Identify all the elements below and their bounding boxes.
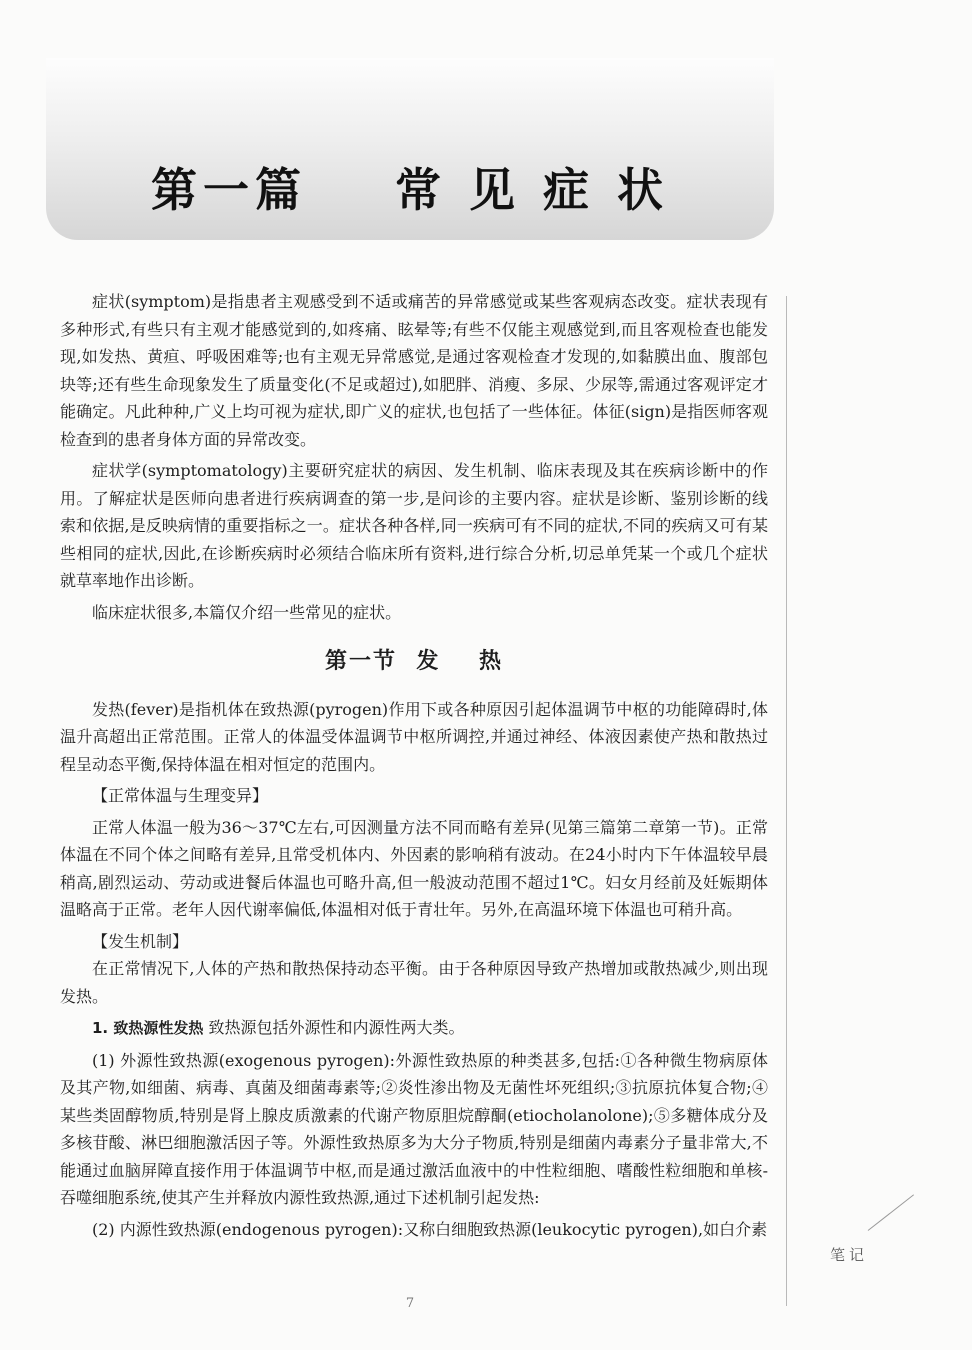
margin-divider [786, 296, 787, 1306]
intro-paragraph-3: 临床症状很多,本篇仅介绍一些常见的症状。 [92, 602, 402, 622]
subheading-normal-temperature: 【正常体温与生理变异】 [92, 786, 269, 805]
pyrogenic-fever-item [60, 1014, 768, 1043]
intro-paragraph-1: 症状(symptom)是指患者主观感受到不适或痛苦的异常感觉或某些客观病态改变。症状表现有多种形式,有些只有主观才能感觉到的,如疼痛、眩晕等;有些不仅能主观感觉到,而且客观检查也能发现,如发热、黄疸、呼吸困难等;也有主观无异常感觉,是通过客观检查才发现的,如黏膜出血、腹部包块等;还有些生命现象发生了质量变化(不足或超过),如肥胖、消瘦、多尿、少尿等,需通过客观评定才能确定。凡此种种,广义上均可视为症状,即广义的症状,也包括了一些体征。体征(sign)是指医师客观检查到的患者身体方面的异常改变。 [60, 292, 768, 449]
pyrogenic-fever-lead: 1. 致热源性发热 [92, 1019, 204, 1037]
fever-definition-paragraph: 发热(fever)是指机体在致热源(pyrogen)作用下或各种原因引起体温调节中枢的功能障碍时,体温升高超出正常范围。正常人的体温受体温调节中枢所调控,并通过神经、体液因素使产热和散热过程呈动态平衡,保持体温在相对恒定的范围内。 [60, 699, 768, 774]
pyrogenic-fever-text: 致热源包括外源性和内源性两大类。 [203, 1018, 465, 1037]
normal-temperature-paragraph: 正常人体温一般为36～37℃左右,可因测量方法不同而略有差异(见第三篇第二章第一节)。正常体温在不同个体之间略有差异,且常受机体内、外因素的影响稍有波动。在24小时内下午体温较早晨稍高,剧烈运动、劳动或进餐后体温也可略升高,但一般波动范围不超过1℃。妇女月经前及妊娠期体温略高于正常。老年人因代谢率偏低,体温相对低于青壮年。另外,在高温环境下体温也可稍升高。 [60, 817, 768, 919]
endogenous-pyrogen-paragraph: (2) 内源性致热源(endogenous pyrogen):又称白细胞致热源(leukocytic pyrogen),如白介素 [92, 1219, 768, 1239]
exogenous-pyrogen-paragraph: (1) 外源性致热源(exogenous pyrogen):外源性致热原的种类甚多,包括:①各种微生物病原体及其产物,如细菌、病毒、真菌及细菌毒素等;②炎性渗出物及无菌性坏死组织;③抗原抗体复合物;④某些类固醇物质,特别是肾上腺皮质激素的代谢产物原胆烷醇酮(etiocholanolone);⑤多糖体成分及多核苷酸、淋巴细胞激活因子等。外源性致热原多为大分子物质,特别是细菌内毒素分子量非常大,不能通过血脑屏障直接作用于体温调节中枢,而是通过激活血液中的中性粒细胞、嗜酸性粒细胞和单核-吞噬细胞系统,使其产生并释放内源性致热源,通过下述机制引起发热: [60, 1050, 768, 1207]
intro-paragraph-2: 症状学(symptomatology)主要研究症状的病因、发生机制、临床表现及其在疾病诊断中的作用。了解症状是医师向患者进行疾病调查的第一步,是问诊的主要内容。症状是诊断、鉴别诊断的线索和依据,是反映病情的重要指标之一。症状各种各样,同一疾病可有不同的症状,不同的疾病又可有某些相同的症状,因此,在诊断疾病时必须结合临床所有资料,进行综合分析,切忌单凭某一个或几个症状就草率地作出诊断。 [60, 461, 768, 590]
section-title: 第一节 发 热 [325, 648, 503, 674]
part-title: 第一篇 常 见 症 状 [150, 163, 670, 217]
notes-pen-stroke [868, 1194, 914, 1230]
notes-label: 笔记 [830, 1246, 869, 1264]
mechanism-paragraph: 在正常情况下,人体的产热和散热保持动态平衡。由于各种原因导致产热增加或散热减少,则出现发热。 [60, 959, 768, 1006]
page-number: 7 [405, 1296, 415, 1311]
subheading-mechanism: 【发生机制】 [92, 931, 189, 951]
part-title-banner [46, 58, 774, 240]
page-body [60, 288, 768, 1243]
